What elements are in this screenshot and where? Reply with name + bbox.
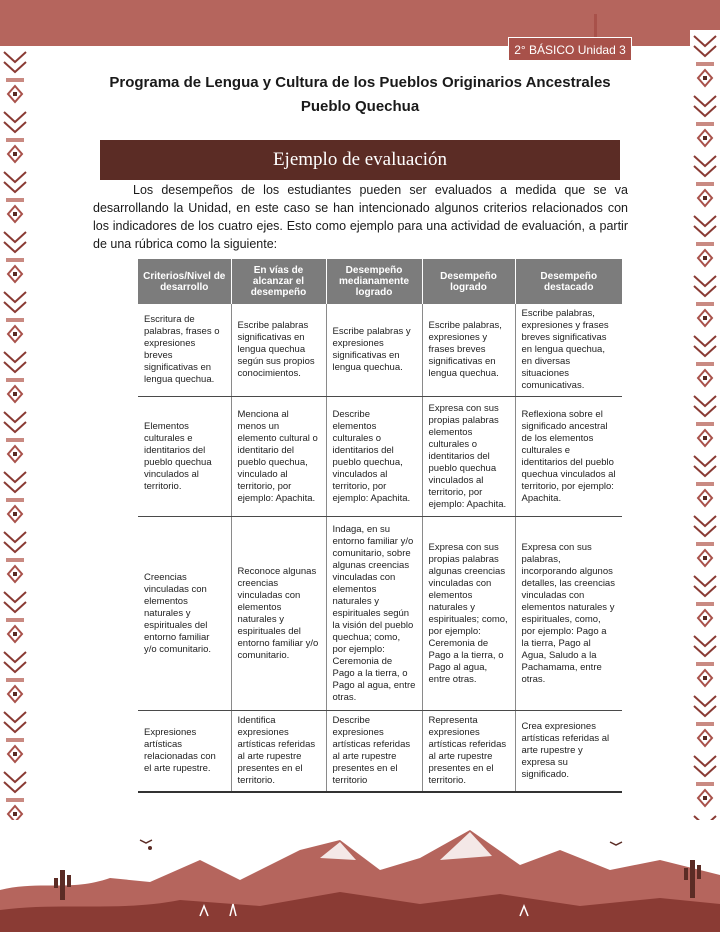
program-title: Programa de Lengua y Cultura de los Pueblos Originarios Ancestrales	[109, 74, 611, 91]
table-row	[138, 397, 622, 517]
left-woven-border	[0, 46, 30, 846]
header-level-1: En vías de alcanzar el desempeño	[231, 259, 326, 304]
intro-paragraph: Los desempeños de los estudiantes pueden ser evaluados a medida que se va desarrollando la Unidad, en este caso se han intencionado algunos criterios relacionados con los indicadores de los cuatro ejes. Esto como ejemplo para una actividad de evaluación, a partir de una rúbrica como la siguiente:	[93, 183, 628, 251]
people-title: Pueblo Quechua	[300, 98, 420, 115]
header-level-4: Desempeño destacado	[515, 259, 622, 304]
table-cell: Escribe palabras significativas en lengua quechua según sus propios conocimientos.	[231, 304, 326, 397]
criteria-cell: Elementos culturales e identitarios del pueblo quechua vinculados al territorio.	[138, 397, 231, 517]
table-cell: Crea expresiones artísticas referidas al arte rupestre y expresa su significado.	[515, 711, 622, 793]
header-criteria: Criterios/Nivel de desarrollo	[138, 259, 231, 304]
rubric-table	[138, 259, 622, 793]
table-cell: Representa expresiones artísticas referidas al arte rupestre presentes en el territorio.	[422, 711, 515, 793]
table-cell: Identifica expresiones artísticas referidas al arte rupestre presentes en el territorio.	[231, 711, 326, 793]
criteria-cell: Expresiones artísticas relacionadas con el arte rupestre.	[138, 711, 231, 793]
rubric-header-row	[138, 259, 622, 304]
unit-badge: 2° BÁSICO Unidad 3	[508, 37, 632, 61]
footer-landscape-illustration	[0, 820, 720, 932]
criteria-cell: Escritura de palabras, frases o expresiones breves significativas en lengua quechua.	[138, 304, 231, 397]
table-cell: Escribe palabras y expresiones significativas en lengua quechua.	[326, 304, 422, 397]
section-banner: Ejemplo de evaluación	[100, 140, 620, 180]
table-cell: Reconoce algunas creencias vinculadas con elementos naturales y espirituales del entorno familiar y/o comunitario.	[231, 517, 326, 711]
table-cell: Describe expresiones artísticas referidas al arte rupestre presentes en el territorio	[326, 711, 422, 793]
table-row	[138, 711, 622, 793]
table-row	[138, 517, 622, 711]
header-level-3: Desempeño logrado	[422, 259, 515, 304]
criteria-cell: Creencias vinculadas con elementos naturales y espirituales del entorno familiar y/o comunitario.	[138, 517, 231, 711]
table-cell: Describe elementos culturales o identitarios del pueblo quechua, vinculados al territorio, por ejemplo: Apachita.	[326, 397, 422, 517]
table-cell: Escribe palabras, expresiones y frases breves significativas en lengua quechua.	[422, 304, 515, 397]
table-row	[138, 304, 622, 397]
table-cell: Expresa con sus palabras, incorporando algunos detalles, las creencias vinculadas con elementos naturales y espirituales, como, por ejemplo: Pago a la tierra, Pago al Agua, Saludo a la Pachamama, entre otras.	[515, 517, 622, 711]
table-cell: Expresa con sus propias palabras elementos culturales o identitarios del pueblo quechua vinculados al territorio, por ejemplo: Apachita.	[422, 397, 515, 517]
table-cell: Reflexiona sobre el significado ancestral de los elementos culturales e identitarios del pueblo quechua vinculados al territorio, por ejemplo: Apachita.	[515, 397, 622, 517]
table-cell: Expresa con sus propias palabras algunas creencias vinculadas con elementos naturales y espirituales; como, por ejemplo: Ceremonia de Pago a la tierra, o Pago al agua, entre otras.	[422, 517, 515, 711]
badge-stem	[594, 14, 597, 38]
table-cell: Indaga, en su entorno familiar y/o comunitario, sobre algunas creencias vinculadas con elementos naturales y espirituales según la visión del pueblo quechua; como, por ejemplo: Ceremonia de Pago a la tierra, o Pago al agua, entre otras.	[326, 517, 422, 711]
table-cell: Menciona al menos un elemento cultural o identitario del pueblo quechua, vinculado al territorio, por ejemplo: Apachita.	[231, 397, 326, 517]
header-level-2: Desempeño medianamente logrado	[326, 259, 422, 304]
right-woven-border	[690, 30, 720, 850]
table-cell: Escribe palabras, expresiones y frases breves significativas en lengua quechua, en diversas situaciones comunicativas.	[515, 304, 622, 397]
